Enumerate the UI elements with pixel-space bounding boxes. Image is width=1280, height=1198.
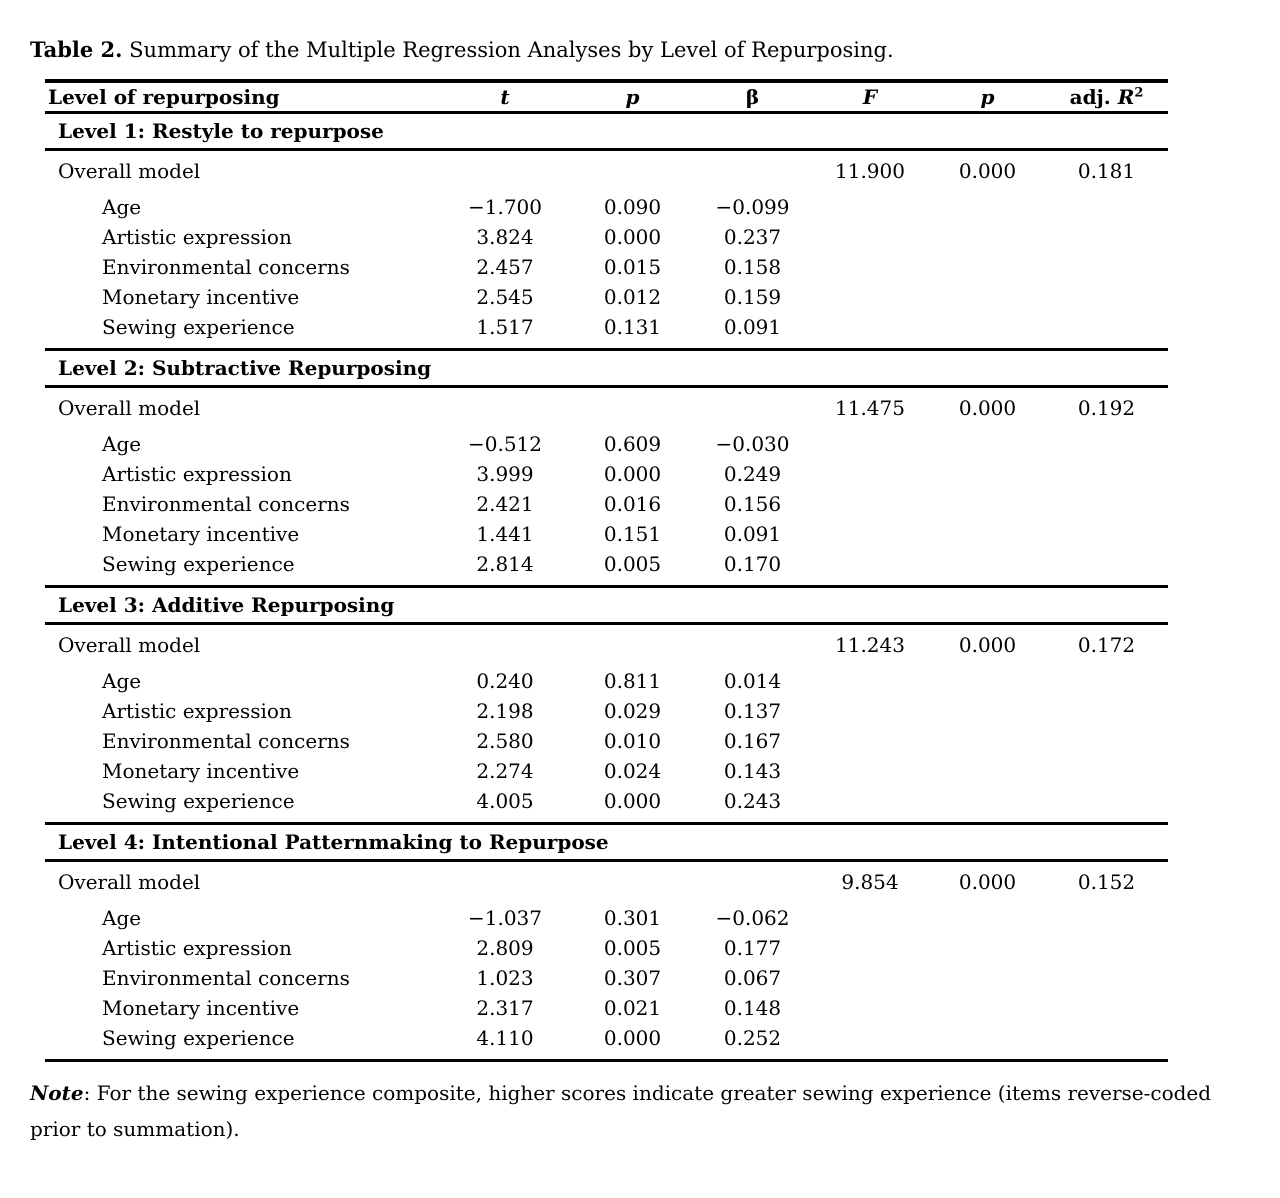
predictor-row (45, 666, 1168, 696)
cell-p2 (930, 489, 1045, 519)
cell-beta: 0.243 (723, 789, 782, 814)
cell-beta: 0.237 (723, 225, 782, 249)
cell-beta: −0.030 (715, 432, 790, 456)
cell-t: 2.274 (476, 759, 534, 783)
cell-p2 (930, 756, 1045, 786)
cell-f: 11.243 (835, 633, 905, 658)
predictor-label: Artistic expression (102, 462, 292, 486)
overall-model-label: Overall model (58, 870, 201, 895)
cell-p2 (930, 696, 1045, 726)
predictor-row (45, 963, 1168, 993)
cell-t (440, 386, 570, 429)
col-header-p2: p (980, 84, 995, 109)
cell-f (810, 666, 930, 696)
cell-adj-r2 (1045, 222, 1168, 252)
cell-t: 4.110 (476, 1026, 534, 1051)
cell-beta: 0.143 (723, 759, 782, 783)
cell-t: 1.023 (476, 966, 534, 990)
cell-beta: 0.158 (723, 255, 782, 279)
cell-p: 0.000 (603, 1026, 662, 1051)
overall-model-row (45, 386, 1168, 429)
predictor-label: Environmental concerns (102, 966, 350, 990)
cell-adj-r2 (1045, 312, 1168, 349)
cell-adj-r2 (1045, 903, 1168, 933)
cell-t: 2.580 (476, 729, 534, 753)
cell-f (810, 312, 930, 349)
section-heading-row (45, 349, 1168, 386)
cell-p (570, 623, 695, 666)
cell-f (810, 726, 930, 756)
table-header (45, 81, 1168, 112)
cell-p: 0.015 (603, 255, 662, 279)
cell-p: 0.000 (603, 789, 662, 814)
cell-p: 0.005 (603, 936, 662, 960)
cell-t: −1.037 (467, 906, 542, 930)
overall-model-row (45, 149, 1168, 192)
cell-adj-r2 (1045, 696, 1168, 726)
cell-p2: 0.000 (958, 870, 1017, 895)
section-heading: Level 2: Subtractive Repurposing (58, 355, 432, 380)
cell-f (810, 756, 930, 786)
cell-f (810, 252, 930, 282)
cell-p2 (930, 903, 1045, 933)
predictor-row (45, 903, 1168, 933)
table-caption-number: Table 2. (30, 37, 123, 62)
cell-f (810, 429, 930, 459)
cell-p: 0.090 (603, 195, 662, 219)
cell-f: 11.475 (835, 396, 905, 421)
cell-t: 2.457 (476, 255, 534, 279)
cell-p: 0.307 (603, 966, 662, 990)
cell-p2 (930, 549, 1045, 586)
cell-adj-r2 (1045, 459, 1168, 489)
predictor-row (45, 459, 1168, 489)
cell-p: 0.010 (603, 729, 662, 753)
cell-p: 0.029 (603, 699, 662, 723)
col-header-p: p (625, 84, 640, 109)
cell-adj-r2 (1045, 429, 1168, 459)
cell-f (810, 222, 930, 252)
predictor-label: Monetary incentive (102, 996, 300, 1020)
cell-p: 0.000 (603, 462, 662, 486)
cell-p2 (930, 963, 1045, 993)
cell-f: 9.854 (841, 870, 899, 895)
predictor-label: Environmental concerns (102, 492, 350, 516)
table-note (30, 1075, 1248, 1147)
cell-p2 (930, 429, 1045, 459)
cell-f (810, 963, 930, 993)
col-header-f: F (862, 84, 878, 109)
predictor-row (45, 933, 1168, 963)
col-header-level-of-repurposing: Level of repurposing (48, 84, 280, 109)
cell-beta: 0.091 (723, 522, 782, 546)
cell-adj-r2 (1045, 993, 1168, 1023)
predictor-row (45, 252, 1168, 282)
predictor-row (45, 222, 1168, 252)
predictor-row (45, 696, 1168, 726)
overall-model-label: Overall model (58, 159, 201, 184)
predictor-row (45, 549, 1168, 586)
cell-adj-r2 (1045, 963, 1168, 993)
cell-adj-r2 (1045, 933, 1168, 963)
cell-adj-r2 (1045, 666, 1168, 696)
cell-beta: 0.156 (723, 492, 782, 516)
predictor-label: Sewing experience (102, 1026, 295, 1051)
cell-p: 0.301 (603, 906, 662, 930)
cell-t: 3.824 (476, 225, 534, 249)
predictor-row (45, 519, 1168, 549)
section-heading: Level 3: Additive Repurposing (58, 592, 395, 617)
predictor-row (45, 786, 1168, 823)
predictor-row (45, 312, 1168, 349)
cell-t: 2.545 (476, 285, 534, 309)
cell-p2 (930, 312, 1045, 349)
predictor-label: Monetary incentive (102, 759, 300, 783)
cell-adj-r2 (1045, 786, 1168, 823)
predictor-label: Age (102, 669, 142, 693)
table-caption-text: Summary of the Multiple Regression Analyses by Level of Repurposing. (122, 38, 894, 62)
section-heading-row (45, 112, 1168, 149)
cell-t: 1.517 (476, 315, 534, 340)
regression-table (45, 79, 1168, 1062)
cell-beta: 0.137 (723, 699, 782, 723)
cell-f (810, 282, 930, 312)
cell-f (810, 192, 930, 222)
cell-f (810, 993, 930, 1023)
cell-p2 (930, 1023, 1045, 1060)
overall-model-label: Overall model (58, 396, 201, 421)
cell-p2: 0.000 (958, 396, 1017, 421)
cell-t (440, 623, 570, 666)
cell-t: −0.512 (467, 432, 542, 456)
cell-f (810, 519, 930, 549)
col-header-beta: β (745, 84, 760, 109)
predictor-row (45, 1023, 1168, 1060)
cell-adj-r2: 0.172 (1077, 633, 1136, 658)
predictor-label: Environmental concerns (102, 255, 350, 279)
predictor-row (45, 993, 1168, 1023)
predictor-label: Sewing experience (102, 552, 295, 577)
cell-adj-r2: 0.181 (1077, 159, 1136, 184)
cell-p2 (930, 519, 1045, 549)
cell-p: 0.012 (603, 285, 662, 309)
cell-adj-r2 (1045, 192, 1168, 222)
cell-adj-r2 (1045, 1023, 1168, 1060)
predictor-label: Age (102, 432, 142, 456)
note-label: Note (30, 1080, 84, 1105)
overall-model-row (45, 623, 1168, 666)
cell-p: 0.811 (603, 669, 662, 693)
cell-t: 4.005 (476, 789, 534, 814)
cell-p: 0.005 (603, 552, 662, 577)
cell-t: 2.317 (476, 996, 534, 1020)
section-heading-row (45, 823, 1168, 860)
cell-f (810, 549, 930, 586)
predictor-label: Monetary incentive (102, 522, 300, 546)
cell-beta: 0.252 (723, 1026, 782, 1051)
cell-p2: 0.000 (958, 159, 1017, 184)
cell-t: 3.999 (476, 462, 534, 486)
predictor-label: Sewing experience (102, 789, 295, 814)
cell-beta: 0.091 (723, 315, 782, 340)
cell-t: −1.700 (467, 195, 542, 219)
predictor-row (45, 282, 1168, 312)
cell-f (810, 933, 930, 963)
cell-adj-r2 (1045, 282, 1168, 312)
cell-f: 11.900 (835, 159, 905, 184)
cell-t: 2.814 (476, 552, 534, 577)
cell-p2 (930, 252, 1045, 282)
cell-p: 0.609 (603, 432, 662, 456)
cell-p2 (930, 786, 1045, 823)
overall-model-row (45, 860, 1168, 903)
predictor-label: Artistic expression (102, 936, 292, 960)
cell-p2 (930, 666, 1045, 696)
table-caption (30, 36, 1250, 64)
cell-p2 (930, 282, 1045, 312)
predictor-label: Sewing experience (102, 315, 295, 340)
cell-beta (695, 149, 810, 192)
cell-beta: 0.167 (723, 729, 782, 753)
predictor-row (45, 429, 1168, 459)
note-text: : For the sewing experience composite, higher scores indicate greater sewing experience (items reverse-coded prior to summation). (30, 1080, 1212, 1141)
cell-t: 2.421 (476, 492, 534, 516)
cell-t: 0.240 (476, 669, 534, 693)
cell-t (440, 860, 570, 903)
cell-p: 0.024 (603, 759, 662, 783)
cell-adj-r2 (1045, 756, 1168, 786)
cell-t: 1.441 (476, 522, 534, 546)
cell-beta: 0.014 (723, 669, 782, 693)
cell-p (570, 149, 695, 192)
cell-adj-r2 (1045, 726, 1168, 756)
section-heading: Level 1: Restyle to repurpose (58, 118, 384, 143)
predictor-row (45, 726, 1168, 756)
cell-p2 (930, 192, 1045, 222)
section-heading-row (45, 586, 1168, 623)
col-header-adj-r2: adj. $R^2$ (1069, 84, 1144, 109)
cell-p: 0.000 (603, 225, 662, 249)
predictor-label: Age (102, 906, 142, 930)
table-body (45, 112, 1168, 1060)
cell-t: 2.809 (476, 936, 534, 960)
predictor-label: Environmental concerns (102, 729, 350, 753)
cell-p: 0.151 (603, 522, 662, 546)
cell-beta: 0.177 (723, 936, 782, 960)
cell-t (440, 149, 570, 192)
cell-f (810, 786, 930, 823)
cell-f (810, 489, 930, 519)
cell-beta: 0.148 (723, 996, 782, 1020)
cell-beta: 0.159 (723, 285, 782, 309)
cell-beta: −0.099 (715, 195, 790, 219)
cell-beta: 0.067 (723, 966, 782, 990)
cell-f (810, 459, 930, 489)
cell-adj-r2 (1045, 549, 1168, 586)
cell-f (810, 696, 930, 726)
cell-adj-r2 (1045, 489, 1168, 519)
predictor-label: Artistic expression (102, 225, 292, 249)
cell-p2 (930, 993, 1045, 1023)
cell-beta (695, 623, 810, 666)
predictor-row (45, 756, 1168, 786)
predictor-label: Age (102, 195, 142, 219)
predictor-label: Monetary incentive (102, 285, 300, 309)
cell-beta (695, 860, 810, 903)
cell-adj-r2: 0.152 (1077, 870, 1136, 895)
cell-p2 (930, 933, 1045, 963)
cell-beta: 0.249 (723, 462, 782, 486)
cell-p (570, 386, 695, 429)
cell-p2 (930, 222, 1045, 252)
cell-t: 2.198 (476, 699, 534, 723)
cell-p: 0.131 (603, 315, 662, 340)
cell-p: 0.021 (603, 996, 662, 1020)
cell-adj-r2: 0.192 (1077, 396, 1136, 421)
cell-p: 0.016 (603, 492, 662, 516)
overall-model-label: Overall model (58, 633, 201, 658)
predictor-row (45, 192, 1168, 222)
table-header-row (45, 81, 1168, 112)
predictor-label: Artistic expression (102, 699, 292, 723)
cell-p2 (930, 459, 1045, 489)
cell-p2 (930, 726, 1045, 756)
cell-adj-r2 (1045, 252, 1168, 282)
cell-p (570, 860, 695, 903)
cell-p2: 0.000 (958, 633, 1017, 658)
cell-beta: −0.062 (715, 906, 790, 930)
cell-beta: 0.170 (723, 552, 782, 577)
cell-adj-r2 (1045, 519, 1168, 549)
col-header-t: t (500, 84, 510, 109)
predictor-row (45, 489, 1168, 519)
cell-f (810, 903, 930, 933)
section-heading: Level 4: Intentional Patternmaking to Repurpose (58, 829, 609, 854)
cell-beta (695, 386, 810, 429)
cell-f (810, 1023, 930, 1060)
